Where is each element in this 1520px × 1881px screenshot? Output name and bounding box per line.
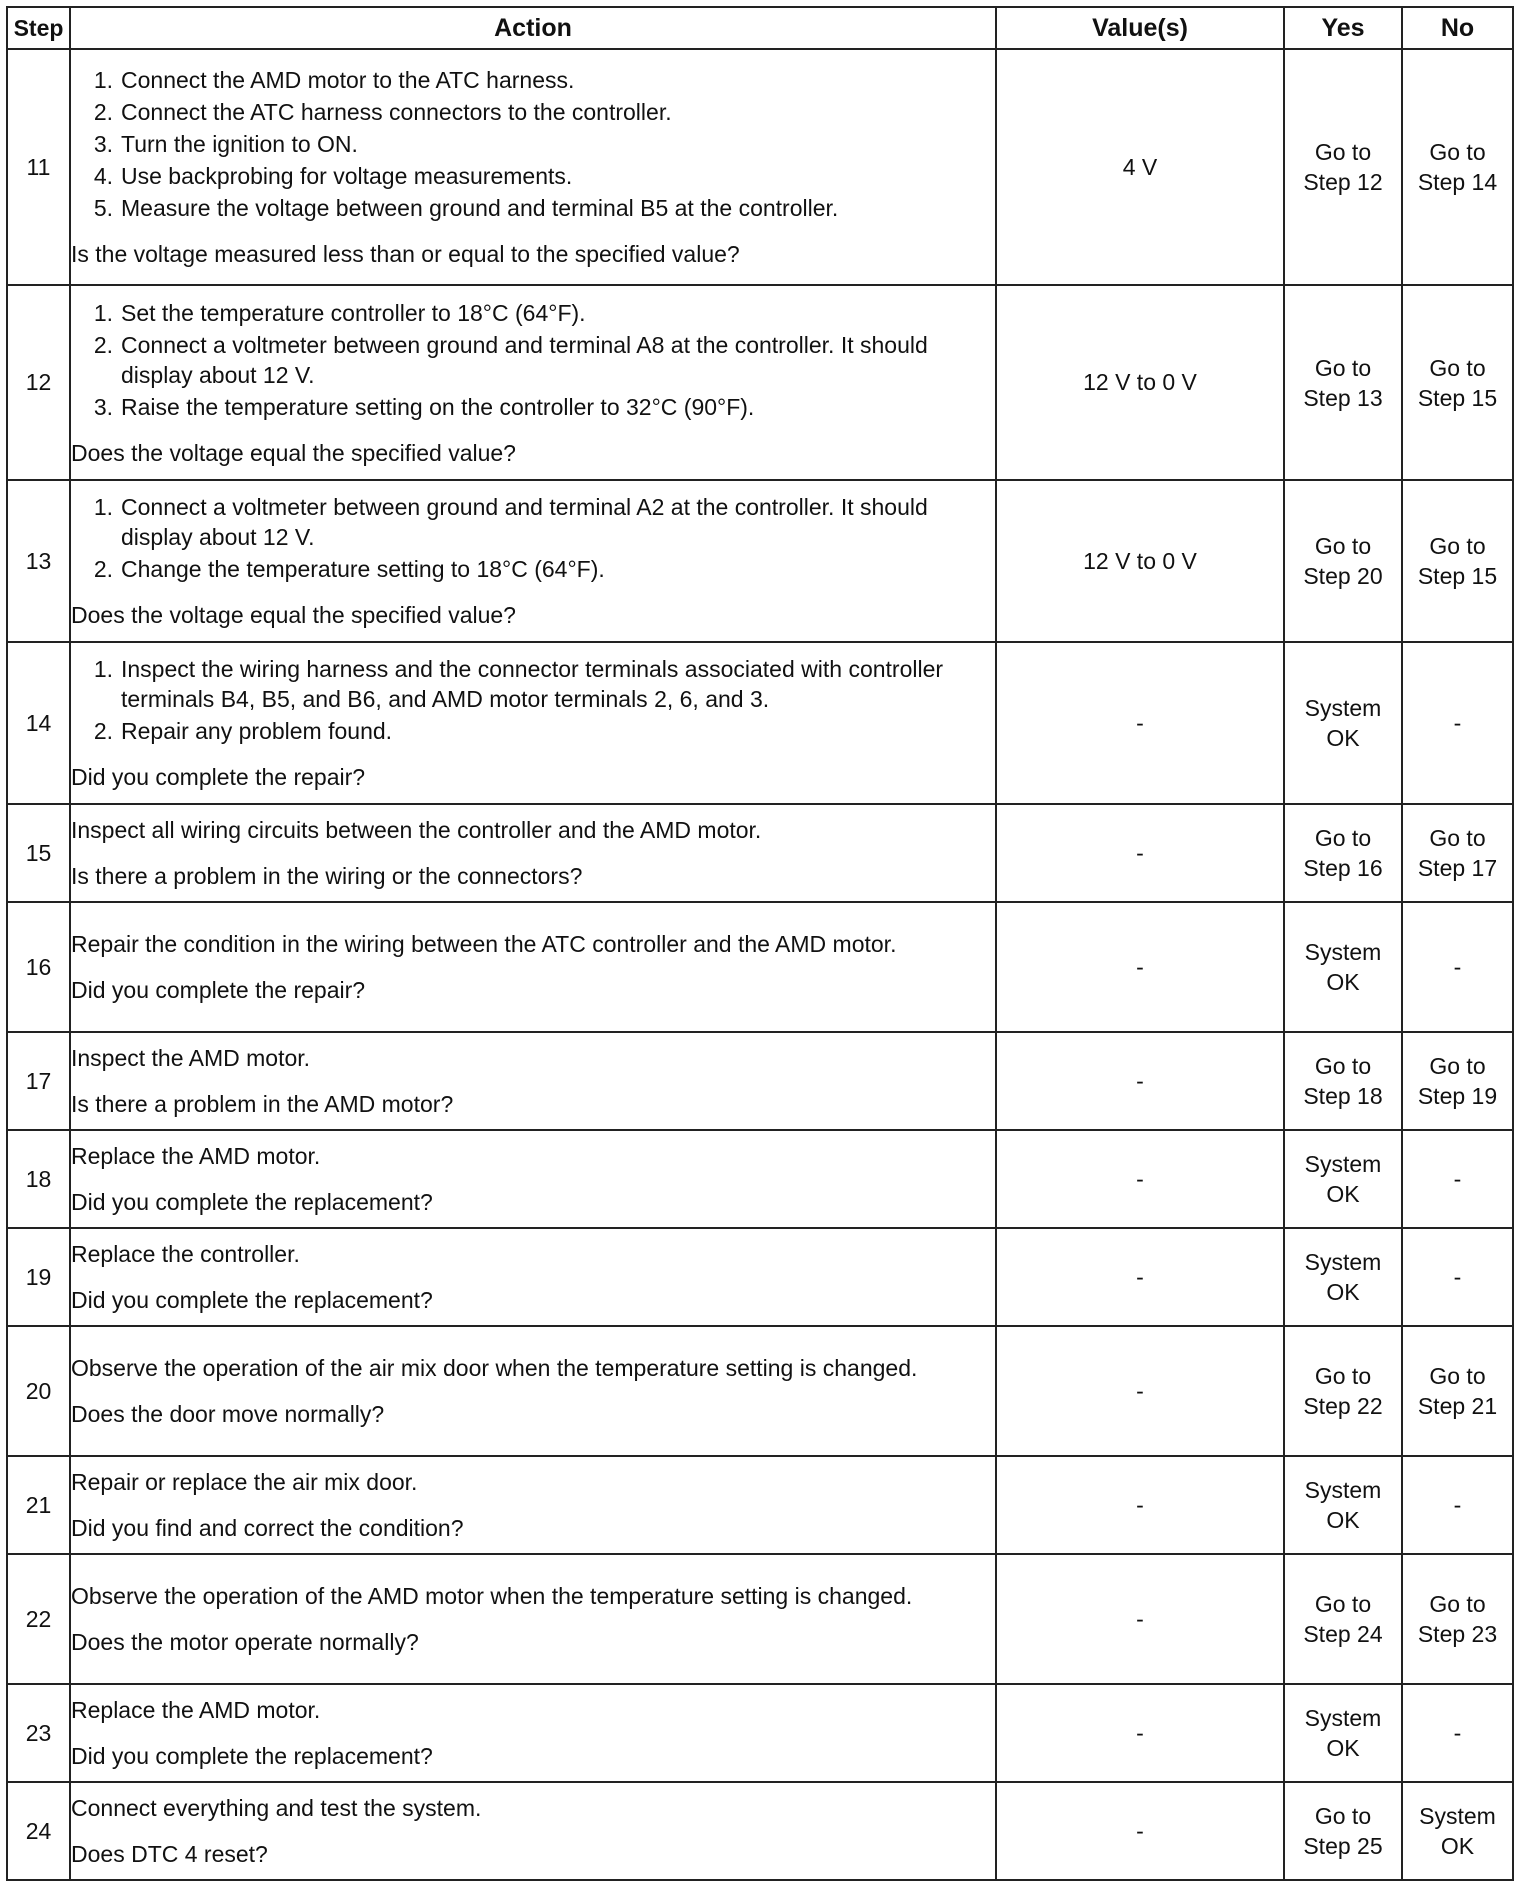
- table-row: [7, 1456, 1513, 1554]
- line: Go to: [1429, 1363, 1486, 1389]
- action-cell: [70, 49, 996, 285]
- value-cell: -: [996, 902, 1284, 1032]
- header-yes: Yes: [1284, 7, 1402, 49]
- diagnostic-table: [6, 6, 1514, 1881]
- action-intro: Observe the operation of the AMD motor when the temperature setting is changed.: [71, 1583, 913, 1609]
- action-question: Did you complete the repair?: [71, 764, 366, 790]
- line: Step 18: [1303, 1083, 1383, 1109]
- action-intro: Replace the AMD motor.: [71, 1697, 321, 1723]
- line: Step 13: [1303, 384, 1383, 411]
- yes-cell: [1284, 49, 1402, 285]
- table-row: [7, 1130, 1513, 1228]
- action-question: Is there a problem in the wiring or the connectors?: [71, 863, 583, 889]
- action-steps-list: [71, 65, 995, 223]
- line: OK: [1326, 1181, 1360, 1207]
- no-cell: [1402, 49, 1513, 285]
- line: System: [1304, 939, 1382, 965]
- value-cell: -: [996, 1326, 1284, 1456]
- header-action: Action: [70, 7, 996, 49]
- yes-cell: [1284, 1554, 1402, 1684]
- no-cell: [1402, 1684, 1513, 1782]
- line: Step 16: [1303, 855, 1383, 881]
- no-cell: [1402, 642, 1513, 804]
- action-question: Does the motor operate normally?: [71, 1629, 419, 1655]
- no-cell: [1402, 1228, 1513, 1326]
- action-cell: [70, 1456, 996, 1554]
- table-row: [7, 285, 1513, 480]
- step-number: 14: [7, 642, 70, 804]
- value-cell: -: [996, 1684, 1284, 1782]
- line: Go to: [1429, 1591, 1486, 1617]
- no-cell: [1402, 1782, 1513, 1880]
- line: Step 15: [1417, 384, 1498, 411]
- step-number: 12: [7, 285, 70, 480]
- step-number: 18: [7, 1130, 70, 1228]
- action-step-item: Set the temperature controller to 18°C (64°F).: [121, 299, 586, 326]
- line: System: [1304, 1249, 1382, 1275]
- yes-cell: [1284, 902, 1402, 1032]
- action-step-item: Use backprobing for voltage measurements.: [121, 163, 573, 189]
- yes-cell: [1284, 1032, 1402, 1130]
- action-steps-list: [71, 298, 995, 422]
- table-row: [7, 1554, 1513, 1684]
- line: OK: [1326, 969, 1360, 995]
- no-cell: [1402, 1032, 1513, 1130]
- action-intro: Connect everything and test the system.: [71, 1795, 482, 1821]
- action-cell: [70, 1032, 996, 1130]
- yes-cell: [1284, 480, 1402, 642]
- line: -: [1453, 954, 1462, 980]
- action-step-item: Connect a voltmeter between ground and terminal A8 at the controller. It should display about 12 V.: [121, 331, 928, 388]
- action-cell: [70, 1554, 996, 1684]
- action-cell: [70, 1684, 996, 1782]
- line: System: [1419, 1803, 1496, 1829]
- line: Go to: [1429, 1053, 1486, 1079]
- no-cell: [1402, 480, 1513, 642]
- line: System: [1304, 1705, 1382, 1731]
- action-cell: [70, 1130, 996, 1228]
- action-cell: [70, 480, 996, 642]
- yes-cell: [1284, 1456, 1402, 1554]
- value-cell: -: [996, 1130, 1284, 1228]
- action-question: Does the door move normally?: [71, 1401, 385, 1427]
- action-cell: [70, 642, 996, 804]
- line: Go to: [1314, 1053, 1372, 1079]
- line: OK: [1326, 1279, 1360, 1305]
- value-cell: -: [996, 1228, 1284, 1326]
- value-cell: 12 V to 0 V: [996, 285, 1284, 480]
- line: Step 22: [1303, 1393, 1383, 1419]
- line: Step 17: [1417, 855, 1498, 881]
- header-values: Value(s): [996, 7, 1284, 49]
- action-step-item: Change the temperature setting to 18°C (64°F).: [121, 556, 605, 582]
- line: Go to: [1314, 825, 1372, 851]
- table-row: [7, 480, 1513, 642]
- line: Step 14: [1417, 169, 1498, 195]
- action-intro: Replace the controller.: [71, 1241, 300, 1267]
- line: -: [1453, 1720, 1462, 1746]
- action-question: Did you complete the repair?: [71, 977, 366, 1003]
- header-no: No: [1402, 7, 1513, 49]
- value-cell: -: [996, 642, 1284, 804]
- table-body: [7, 49, 1513, 1880]
- yes-cell: [1284, 804, 1402, 902]
- action-question: Did you complete the replacement?: [71, 1189, 433, 1215]
- table-row: [7, 1684, 1513, 1782]
- action-step-item: Connect the AMD motor to the ATC harness.: [121, 67, 575, 93]
- table-row: [7, 642, 1513, 804]
- yes-cell: [1284, 1130, 1402, 1228]
- action-question: Is there a problem in the AMD motor?: [71, 1091, 454, 1117]
- line: Go to: [1429, 533, 1486, 559]
- line: Go to: [1314, 1591, 1372, 1617]
- action-question: Is the voltage measured less than or equal to the specified value?: [71, 241, 740, 267]
- action-intro: Replace the AMD motor.: [71, 1143, 321, 1169]
- line: System: [1304, 695, 1382, 721]
- no-cell: [1402, 804, 1513, 902]
- value-cell: -: [996, 1032, 1284, 1130]
- line: Step 24: [1303, 1621, 1383, 1647]
- table-row: [7, 804, 1513, 902]
- step-number: 21: [7, 1456, 70, 1554]
- no-cell: [1402, 1326, 1513, 1456]
- action-cell: [70, 1326, 996, 1456]
- step-number: 22: [7, 1554, 70, 1684]
- action-question: Does the voltage equal the specified value?: [71, 602, 516, 628]
- table-row: [7, 1326, 1513, 1456]
- line: Step 21: [1417, 1393, 1498, 1419]
- line: Go to: [1429, 354, 1486, 381]
- action-question: Does the voltage equal the specified value?: [71, 439, 516, 466]
- yes-cell: [1284, 1228, 1402, 1326]
- action-question: Did you find and correct the condition?: [71, 1515, 464, 1541]
- value-cell: -: [996, 1782, 1284, 1880]
- yes-cell: [1284, 642, 1402, 804]
- step-number: 11: [7, 49, 70, 285]
- yes-cell: [1284, 1782, 1402, 1880]
- action-intro: Inspect all wiring circuits between the controller and the AMD motor.: [71, 817, 762, 843]
- line: Step 25: [1303, 1833, 1383, 1859]
- line: -: [1453, 1492, 1462, 1518]
- table-row: [7, 902, 1513, 1032]
- action-intro: Repair or replace the air mix door.: [71, 1469, 418, 1495]
- action-intro: Observe the operation of the air mix door when the temperature setting is changed.: [71, 1355, 918, 1381]
- line: Go to: [1314, 533, 1372, 559]
- step-number: 24: [7, 1782, 70, 1880]
- action-step-item: Connect the ATC harness connectors to the controller.: [121, 99, 672, 125]
- action-step-item: Turn the ignition to ON.: [121, 131, 358, 157]
- step-number: 19: [7, 1228, 70, 1326]
- action-cell: [70, 902, 996, 1032]
- line: -: [1453, 1166, 1462, 1192]
- value-cell: 12 V to 0 V: [996, 480, 1284, 642]
- table-row: [7, 1032, 1513, 1130]
- line: -: [1453, 1264, 1462, 1290]
- line: -: [1453, 710, 1462, 736]
- action-step-item: Repair any problem found.: [121, 718, 393, 744]
- line: Step 12: [1303, 169, 1383, 195]
- no-cell: [1402, 1456, 1513, 1554]
- action-steps-list: [71, 492, 995, 584]
- line: Go to: [1429, 825, 1486, 851]
- value-cell: -: [996, 804, 1284, 902]
- action-cell: [70, 1228, 996, 1326]
- line: Go to: [1314, 1363, 1372, 1389]
- action-question: Did you complete the replacement?: [71, 1743, 433, 1769]
- value-cell: -: [996, 1456, 1284, 1554]
- yes-cell: [1284, 1326, 1402, 1456]
- table-row: [7, 1228, 1513, 1326]
- line: OK: [1326, 725, 1360, 751]
- action-question: Did you complete the replacement?: [71, 1287, 433, 1313]
- line: Step 20: [1303, 563, 1383, 589]
- line: OK: [1440, 1833, 1475, 1859]
- line: Go to: [1314, 354, 1372, 381]
- action-intro: Repair the condition in the wiring between the ATC controller and the AMD motor.: [71, 931, 897, 957]
- line: System: [1304, 1151, 1382, 1177]
- line: System: [1304, 1477, 1382, 1503]
- action-steps-list: [71, 654, 995, 746]
- no-cell: [1402, 285, 1513, 480]
- action-question: Does DTC 4 reset?: [71, 1841, 268, 1867]
- step-number: 15: [7, 804, 70, 902]
- step-number: 16: [7, 902, 70, 1032]
- action-step-item: Measure the voltage between ground and terminal B5 at the controller.: [121, 195, 839, 221]
- no-cell: [1402, 902, 1513, 1032]
- line: Step 19: [1417, 1083, 1498, 1109]
- action-cell: [70, 1782, 996, 1880]
- value-cell: -: [996, 1554, 1284, 1684]
- value-cell: 4 V: [996, 49, 1284, 285]
- no-cell: [1402, 1130, 1513, 1228]
- no-cell: [1402, 1554, 1513, 1684]
- line: Step 23: [1417, 1621, 1498, 1647]
- action-cell: [70, 285, 996, 480]
- yes-cell: [1284, 285, 1402, 480]
- table-row: [7, 1782, 1513, 1880]
- action-step-item: Inspect the wiring harness and the connector terminals associated with controller terminals B4, B5, and B6, and AMD motor terminals 2, 6, and 3.: [121, 656, 944, 712]
- step-number: 23: [7, 1684, 70, 1782]
- line: OK: [1326, 1735, 1360, 1761]
- line: OK: [1326, 1507, 1360, 1533]
- line: Go to: [1429, 139, 1486, 165]
- line: Step 15: [1417, 563, 1498, 589]
- step-number: 17: [7, 1032, 70, 1130]
- yes-cell: [1284, 1684, 1402, 1782]
- table-row: [7, 49, 1513, 285]
- line: Go to: [1314, 1803, 1372, 1829]
- header-step: Step: [7, 7, 70, 49]
- line: Go to: [1314, 139, 1372, 165]
- action-step-item: Connect a voltmeter between ground and terminal A2 at the controller. It should display about 12 V.: [121, 494, 928, 550]
- action-cell: [70, 804, 996, 902]
- header-row: [7, 7, 1513, 49]
- action-intro: Inspect the AMD motor.: [71, 1045, 311, 1071]
- action-step-item: Raise the temperature setting on the controller to 32°C (90°F).: [121, 393, 755, 420]
- step-number: 20: [7, 1326, 70, 1456]
- step-number: 13: [7, 480, 70, 642]
